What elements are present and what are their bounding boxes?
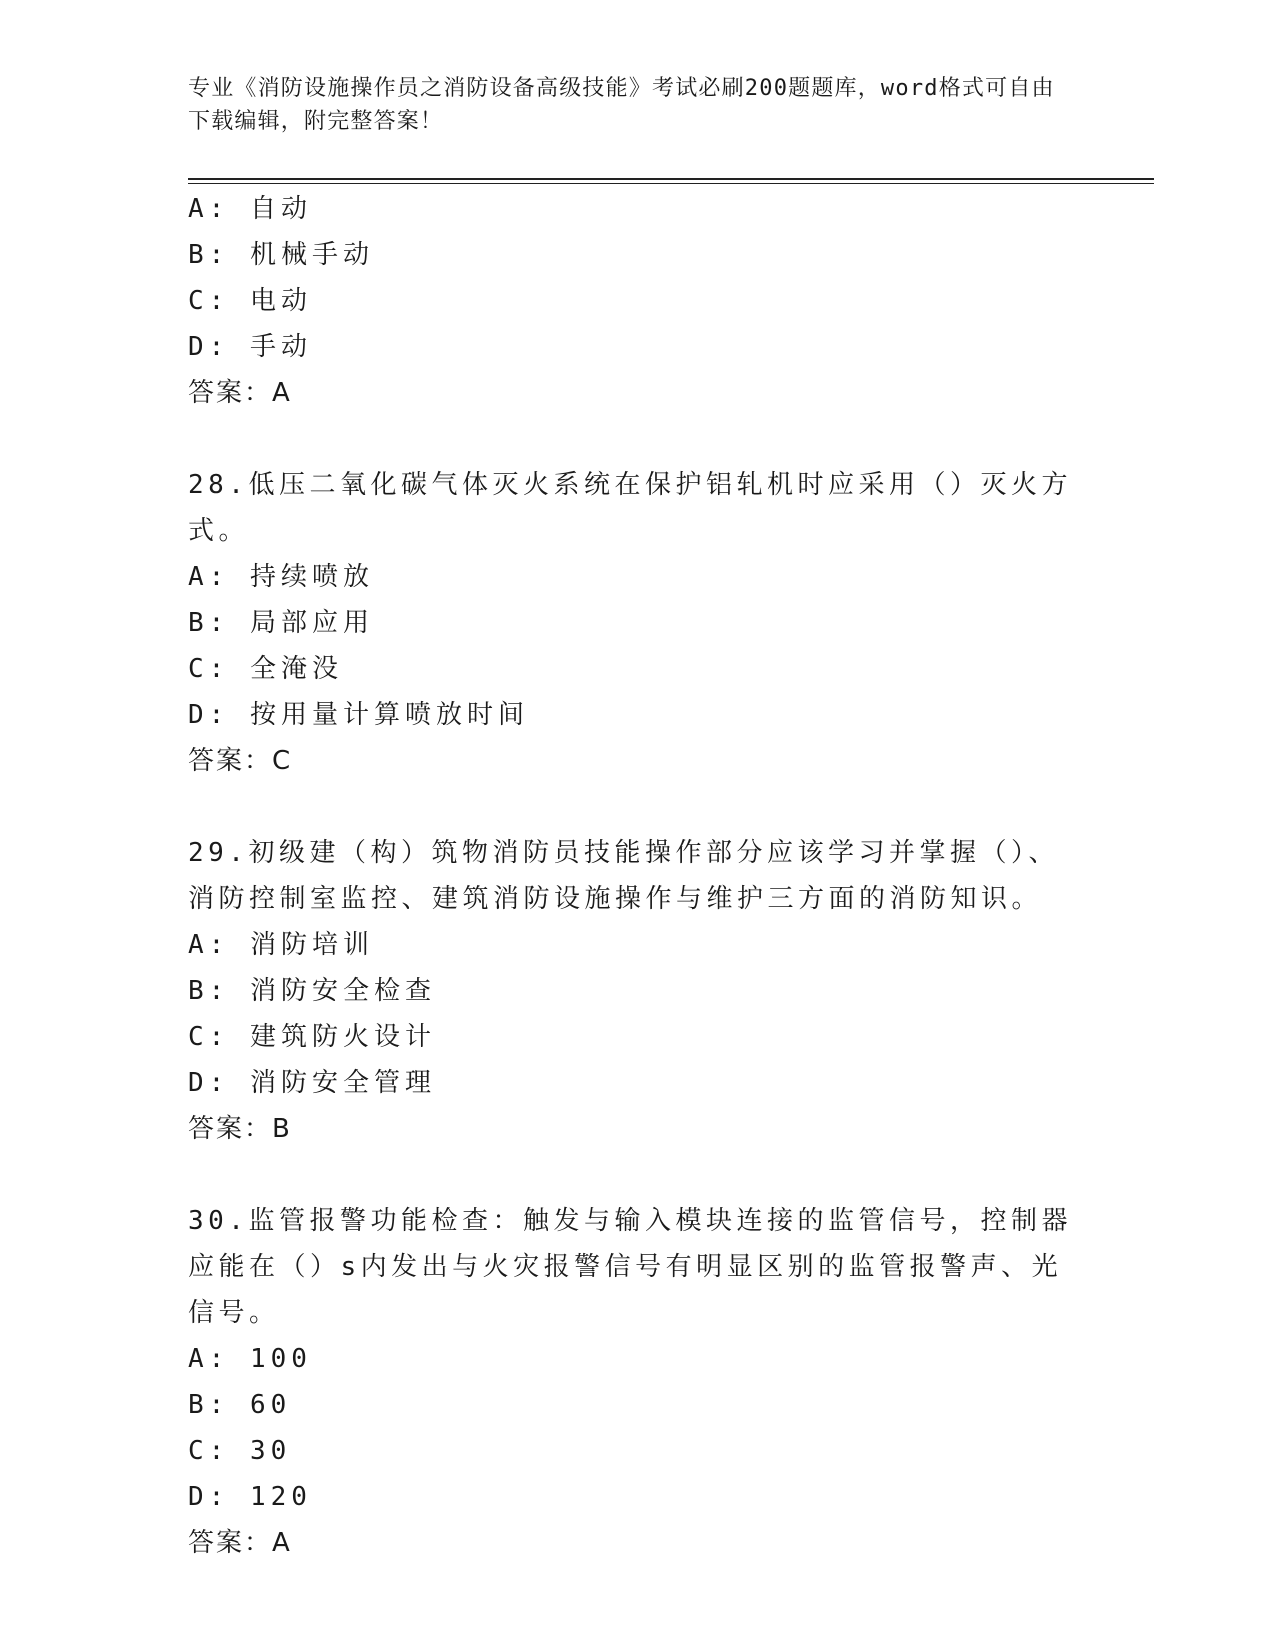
answer-line: 答案：A xyxy=(188,378,292,408)
answer-line: 答案：C xyxy=(188,746,293,776)
question-text: 29.初级建（构）筑物消防员技能操作部分应该学习并掌握（）、消防控制室监控、建筑消防设施操作与维护三方面的消防知识。 xyxy=(188,838,1059,914)
option-d: D: 120 xyxy=(188,1482,312,1512)
option-c: C: 电动 xyxy=(188,286,312,316)
question-text: 28.低压二氧化碳气体灭火系统在保护铝轧机时应采用（）灭火方式。 xyxy=(188,470,1072,546)
header-rule-thick xyxy=(188,178,1154,180)
question-29 xyxy=(188,830,1088,1152)
option-a: A: 100 xyxy=(188,1344,312,1374)
option-b: B: 消防安全检查 xyxy=(188,976,436,1006)
option-a: A: 消防培训 xyxy=(188,930,374,960)
option-c: C: 建筑防火设计 xyxy=(188,1022,436,1052)
document-header: 专业《消防设施操作员之消防设备高级技能》考试必刷200题题库，word格式可自由下载编辑，附完整答案！ xyxy=(188,76,1055,134)
question-30 xyxy=(188,1198,1088,1566)
header-rule-thin xyxy=(188,183,1154,184)
answer-line: 答案：B xyxy=(188,1114,292,1144)
option-d: D: 按用量计算喷放时间 xyxy=(188,700,529,730)
option-d: D: 手动 xyxy=(188,332,312,362)
question-28 xyxy=(188,462,1088,784)
option-b: B: 局部应用 xyxy=(188,608,374,638)
answer-line: 答案：A xyxy=(188,1528,292,1558)
partial-question xyxy=(188,186,1088,416)
option-d: D: 消防安全管理 xyxy=(188,1068,436,1098)
option-a: A: 自动 xyxy=(188,194,312,224)
option-b: B: 机械手动 xyxy=(188,240,374,270)
option-b: B: 60 xyxy=(188,1390,292,1420)
question-text: 30.监管报警功能检查：触发与输入模块连接的监管信号，控制器应能在（）s内发出与火灾报警信号有明显区别的监管报警声、光信号。 xyxy=(188,1206,1072,1328)
option-a: A: 持续喷放 xyxy=(188,562,374,592)
option-c: C: 全淹没 xyxy=(188,654,343,684)
question-list xyxy=(188,186,1088,1566)
option-c: C: 30 xyxy=(188,1436,292,1466)
